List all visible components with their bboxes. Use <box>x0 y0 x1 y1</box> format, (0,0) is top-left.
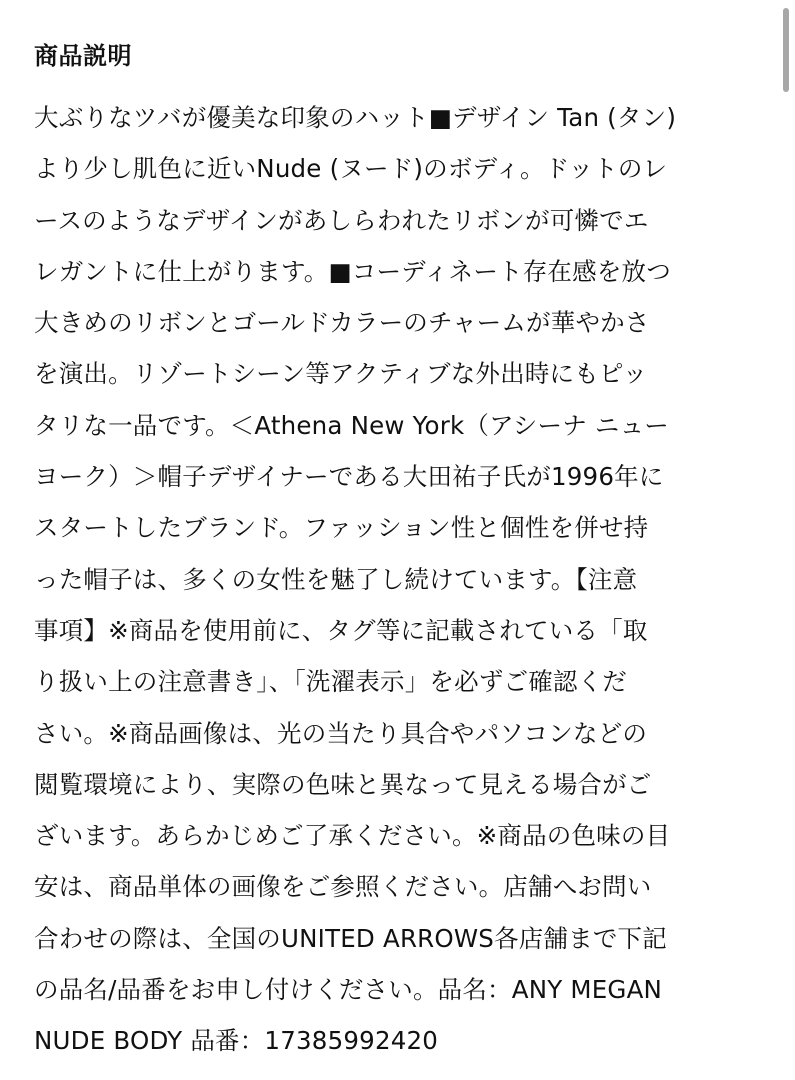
description-line: 安は、商品単体の画像をご参照ください。店舗へお問い <box>34 872 652 902</box>
description-line: り扱い上の注意書き」、「洗濯表示」を必ずご確認くだ <box>34 667 627 697</box>
description-line: さい。※商品画像は、光の当たり具合やパソコンなどの <box>34 718 648 748</box>
description-line: スタートしたブランド。ファッション性と個性を併せ持 <box>34 513 649 543</box>
description-text <box>34 92 764 1067</box>
section-title: 商品説明 <box>34 42 132 70</box>
description-line: ざいます。あらかじめご了承ください。※商品の色味の目 <box>34 821 671 851</box>
description-line: レガントに仕上がります。■コーディネート存在感を放つ <box>34 256 671 286</box>
description-line: タリな一品です。＜Athena New York（アシーナ ニュー <box>34 410 669 440</box>
description-line: を演出。リゾートシーン等アクティブな外出時にもピッ <box>34 359 648 389</box>
description-line: 合わせの際は、全国のUNITED ARROWS各店舗まで下記 <box>34 923 667 953</box>
description-line: った帽子は、多くの女性を魅了し続けています。【注意 <box>34 564 638 594</box>
description-line: NUDE BODY 品番：17385992420 <box>34 1026 439 1056</box>
description-line: 閲覧環境により、実際の色味と異なって見える場合がご <box>34 769 652 799</box>
description-line: 事項】※商品を使用前に、タグ等に記載されている「取 <box>34 615 648 645</box>
description-line: の品名/品番をお申し付けください。品名：ANY MEGAN <box>34 975 663 1005</box>
description-line: より少し肌色に近いNude (ヌード)のボディ。ドットのレ <box>34 154 668 184</box>
description-line: 大きめのリボンとゴールドカラーのチャームが華やかさ <box>34 308 650 338</box>
vertical-scrollbar[interactable] <box>783 8 789 92</box>
description-line: 大ぶりなツバが優美な印象のハット■デザイン Tan (タン) <box>34 103 677 132</box>
description-line: ヨーク）＞帽子デザイナーである大田祐子氏が1996年に <box>34 462 664 492</box>
description-line: ースのようなデザインがあしらわれたリボンが可憐でエ <box>34 205 649 235</box>
